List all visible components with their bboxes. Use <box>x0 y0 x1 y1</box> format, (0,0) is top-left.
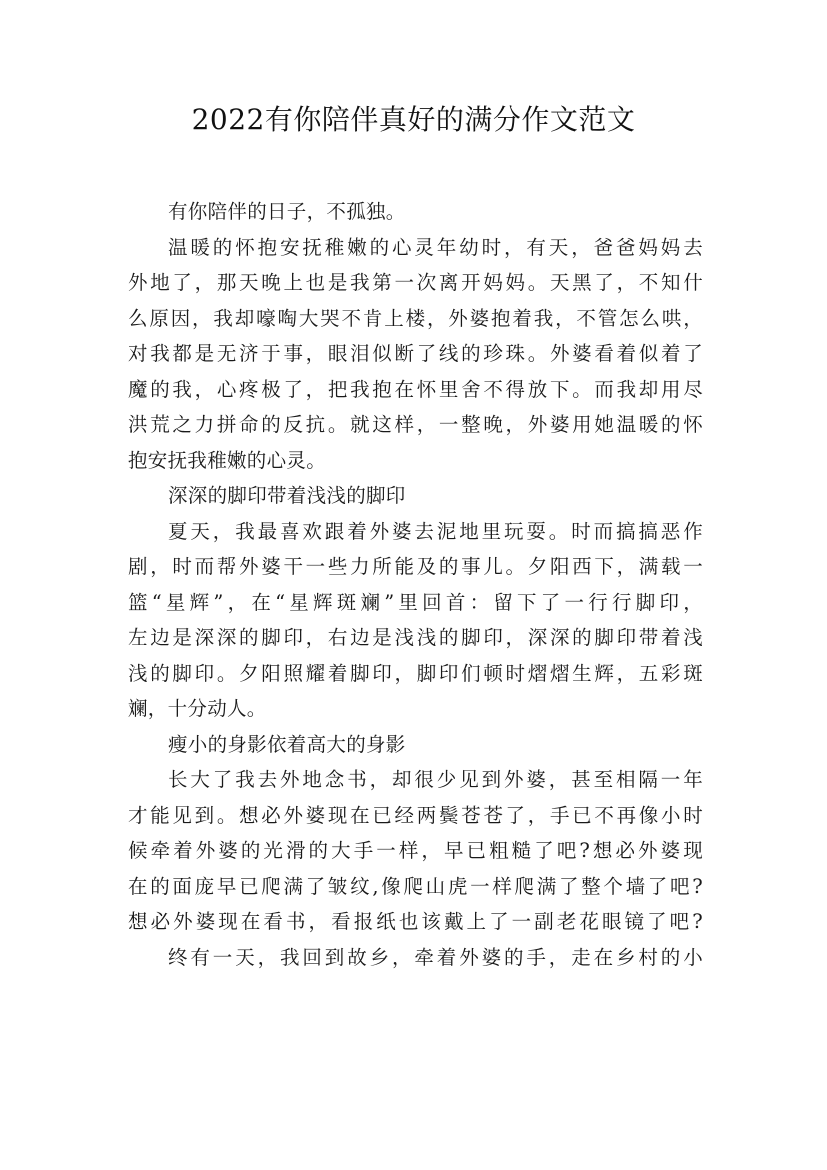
text-line: 左边是深深的脚印，右边是浅浅的脚印，深深的脚印带着浅 <box>128 626 703 649</box>
text-line: 温暖的怀抱安抚稚嫩的心灵年幼时，有天，爸爸妈妈去 <box>168 235 703 259</box>
text-line: 夏天，我最喜欢跟着外婆去泥地里玩耍。时而搞搞恶作 <box>168 519 703 543</box>
text-line: 长大了我去外地念书，却很少见到外婆，甚至相隔一年 <box>168 768 703 791</box>
text-line: 深深的脚印带着浅浅的脚印 <box>168 484 406 507</box>
text-line: 在的面庞早已爬满了皱纹,像爬山虎一样爬满了整个墙了吧? <box>128 874 703 898</box>
text-line: 剧，时而帮外婆干一些力所能及的事儿。夕阳西下，满载一 <box>128 555 703 578</box>
text-line: 外地了，那天晚上也是我第一次离开妈妈。天黑了，不知什 <box>128 271 703 294</box>
text-line: 斓，十分动人。 <box>128 697 267 720</box>
text-line: 瘦小的身影依着高大的身影 <box>168 732 406 756</box>
text-line: 浅的脚印。夕阳照耀着脚印，脚印们顿时熠熠生辉，五彩斑 <box>128 661 703 685</box>
text-line: 才能见到。想必外婆现在已经两鬓苍苍了，手已不再像小时 <box>128 803 703 827</box>
text-line: 么原因，我却嚎啕大哭不肯上楼，外婆抱着我，不管怎么哄， <box>128 306 703 330</box>
text-line: 洪荒之力拼命的反抗。就这样，一整晚，外婆用她温暖的怀 <box>128 413 703 436</box>
text-line: 对我都是无济于事，眼泪似断了线的珍珠。外婆看着似着了 <box>128 342 703 365</box>
text-line: 终有一天，我回到故乡，牵着外婆的手，走在乡村的小 <box>168 945 703 969</box>
document-body <box>128 194 703 975</box>
text-line: 抱安抚我稚嫩的心灵。 <box>128 448 327 472</box>
document-title: 2022有你陪伴真好的满分作文范文 <box>191 103 636 136</box>
text-line: 候牵着外婆的光滑的大手一样，早已粗糙了吧?想必外婆现 <box>128 839 703 862</box>
text-line: 篮“星辉”，在“星辉斑斓”里回首：留下了一行行脚印， <box>128 590 703 614</box>
text-line: 魔的我，心疼极了，把我抱在怀里舍不得放下。而我却用尽 <box>128 377 703 401</box>
text-line: 有你陪伴的日子，不孤独。 <box>168 200 406 223</box>
text-line: 想必外婆现在看书，看报纸也该戴上了一副老花眼镜了吧? <box>128 910 703 933</box>
